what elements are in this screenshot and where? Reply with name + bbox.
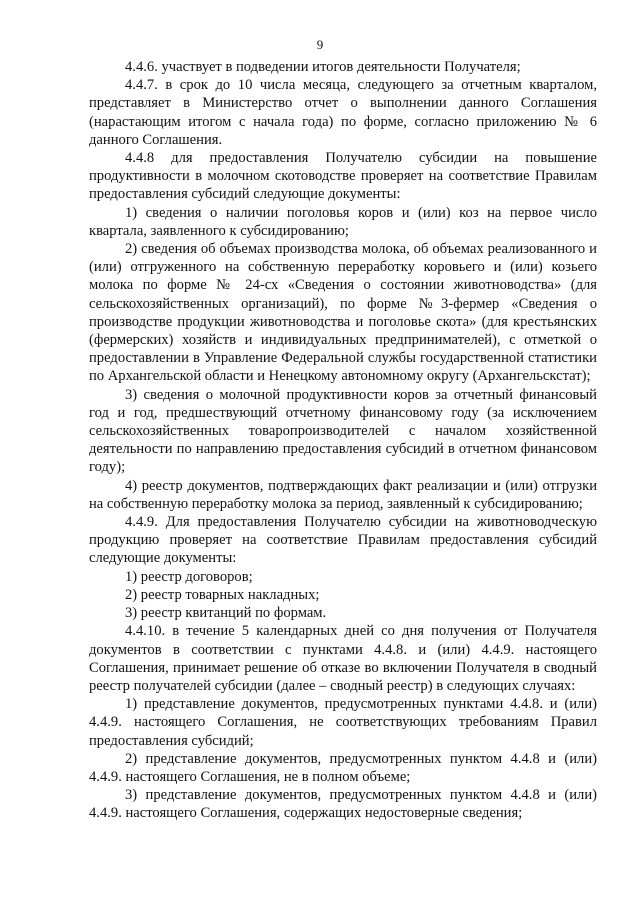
paragraph-4-4-10: 4.4.10. в течение 5 календарных дней со дня получения от Получателя документов в соответствии с пунктами 4.4.8. и (или) 4.4.9. настоящего Соглашения, принимает решение об отказе во включении Получателя в сводный реестр получателей субсидии (далее – сводный реестр) в следующих случаях: — [89, 623, 597, 694]
list-item: 4) реестр документов, подтверждающих факт реализации и (или) отгрузки на собственную переработку молока за период, заявленный к субсидированию; — [89, 477, 597, 512]
list-item: 3) сведения о молочной продуктивности коров за отчетный финансовый год и год, предшествующий отчетному финансовому году (за исключением сельскохозяйственных товаропроизводителей с началом хозяйственной деятельности по направлению предоставления субсидий в отчетном финансовом году); — [89, 386, 597, 476]
list-item: 2) сведения об объемах производства молока, об объемах реализованного и (или) отгруженного на собственную переработку коровьего и (или) козьего молока по форме № 24-сх «Сведения о состоянии животноводства» (для сельскохозяйственных организаций), по форме №3-фермер «Сведения о производстве продукции животноводства и поголовье скота» (для крестьянских (фермерских) хозяйств и индивидуальных предпринимателей), с отметкой о предоставлении в Управление Федеральной службы государственной статистики по Архангельской области и Ненецкому автономному округу (Архангельскстат); — [89, 241, 597, 385]
list-item: 2) реестр товарных накладных; — [125, 586, 320, 603]
paragraph-4-4-7: 4.4.7. в срок до 10 числа месяца, следующего за отчетным кварталом, представляет в Министерство отчет о выполнении данного Соглашения (нарастающим итогом с начала года) по форме, согласно приложению № 6 данного Соглашения. — [89, 77, 597, 148]
document-body — [89, 58, 597, 823]
paragraph-4-4-8: 4.4.8 для предоставления Получателю субсидии на повышение продуктивности в молочном скотоводстве проверяет на соответствие Правилам предоставления субсидий следующие документы: — [89, 150, 597, 203]
list-item: 1) сведения о наличии поголовья коров и (или) коз на первое число квартала, заявленного к субсидированию; — [89, 204, 597, 239]
paragraph-4-4-6: 4.4.6. участвует в подведении итогов деятельности Получателя; — [125, 59, 521, 75]
list-item: 3) представление документов, предусмотренных пунктом 4.4.8 и (или) 4.4.9. настоящего Соглашения, содержащих недостоверные сведения; — [89, 787, 597, 822]
paragraph-4-4-9: 4.4.9. Для предоставления Получателю субсидии на животноводческую продукцию проверяет на соответствие Правилам предоставления субсидий следующие документы: — [89, 514, 597, 567]
list-item: 1) представление документов, предусмотренных пунктами 4.4.8. и (или) 4.4.9. настоящего Соглашения, не соответствующих требованиям Правил предоставления субсидий; — [89, 696, 597, 749]
list-item: 1) реестр договоров; — [125, 568, 253, 585]
page-number: 9 — [316, 37, 324, 52]
list-item: 3) реестр квитанций по формам. — [125, 605, 327, 622]
list-item: 2) представление документов, предусмотренных пунктом 4.4.8 и (или) 4.4.9. настоящего Соглашения, не в полном объеме; — [89, 750, 597, 785]
